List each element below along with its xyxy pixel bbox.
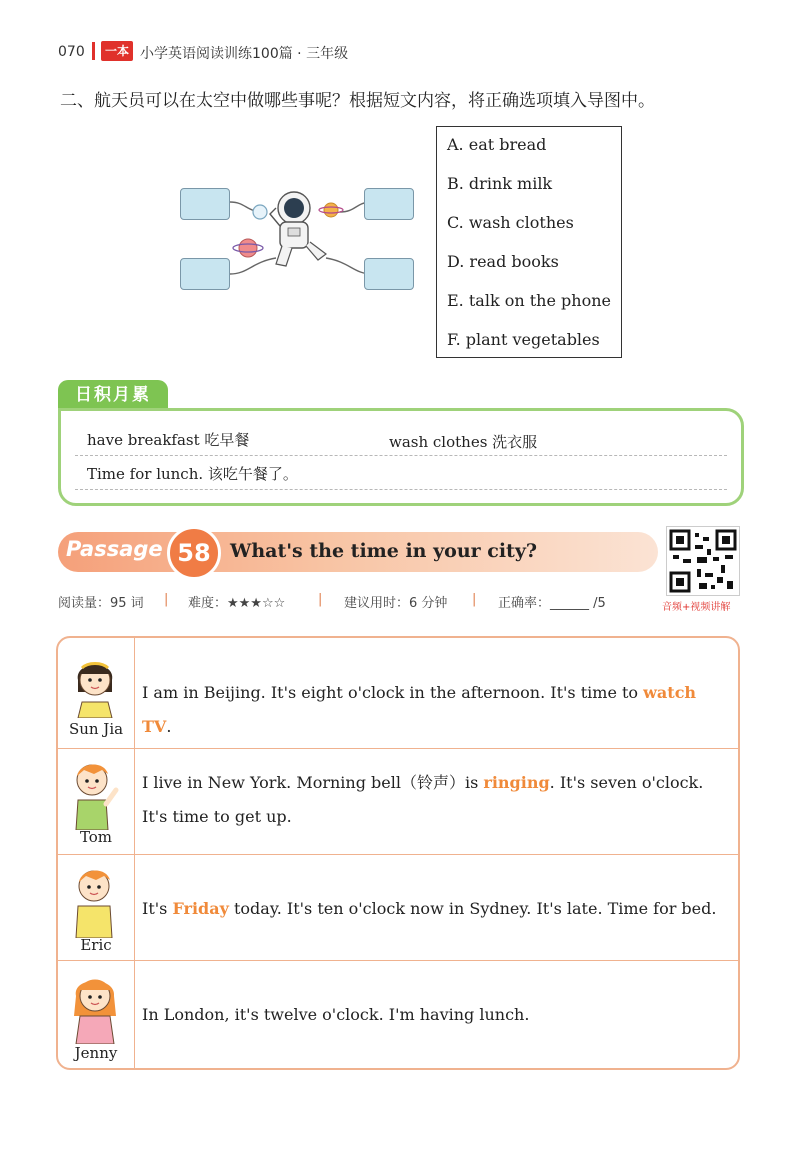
question-text: 二、航天员可以在太空中做哪些事呢？根据短文内容，将正确选项填入导图中。	[60, 91, 655, 111]
astronaut-icon	[270, 192, 326, 266]
accumulation-item: have breakfast 吃早餐	[87, 431, 250, 449]
highlight-word: watch TV	[142, 683, 697, 736]
meta-separator: |	[164, 592, 169, 607]
table-column-divider	[134, 638, 135, 1068]
meta-separator: |	[318, 592, 323, 607]
passage-title: What's the time in your city?	[230, 540, 537, 562]
option-b: B. drink milk	[447, 174, 553, 193]
boy-avatar-icon	[68, 756, 122, 830]
mind-map	[176, 170, 426, 290]
mind-map-blank-top-right[interactable]	[364, 188, 414, 220]
accumulation-divider	[75, 455, 727, 456]
option-e: E. talk on the phone	[447, 291, 611, 310]
qr-code-icon[interactable]	[666, 526, 740, 596]
boy-avatar-icon	[68, 860, 122, 938]
highlight-word: Friday	[172, 899, 229, 918]
passage-text: It's Friday today. It's ten o'clock now in Sydney. It's late. Time for bed.	[142, 899, 717, 918]
difficulty: 难度：★★★☆☆	[188, 596, 286, 611]
accumulation-divider	[75, 489, 727, 490]
accumulation-item: wash clothes 洗衣服	[389, 433, 538, 451]
mind-map-blank-bottom-right[interactable]	[364, 258, 414, 290]
option-d: D. read books	[447, 252, 559, 271]
suggested-time: 建议用时：6 分钟	[344, 596, 448, 611]
mind-map-blank-top-left[interactable]	[180, 188, 230, 220]
highlight-word: ringing	[483, 773, 550, 792]
option-c: C. wash clothes	[447, 213, 574, 232]
passage-text: I live in New York. Morning bell（铃声）is ringing. It's seven o'clock. It's time to get up.	[142, 773, 704, 826]
accumulation-item: Time for lunch. 该吃午餐了。	[87, 465, 298, 483]
accumulation-box	[58, 408, 744, 506]
person-name: Sun Jia	[68, 720, 124, 738]
girl-avatar-icon	[68, 966, 122, 1044]
person-name: Tom	[79, 828, 113, 846]
accuracy: 正确率：______ /5	[498, 596, 606, 611]
options-box	[436, 126, 622, 358]
girl-avatar-icon	[68, 646, 122, 718]
accumulation-title: 日积月累	[58, 380, 168, 410]
qr-label: 音频+视频讲解	[662, 602, 731, 613]
table-row-divider	[58, 748, 738, 749]
passage-text: I am in Beijing. It's eight o'clock in the afternoon. It's time to watch TV.	[142, 683, 697, 736]
word-count: 阅读量：95 词	[58, 596, 144, 611]
page-number: 070	[58, 44, 85, 60]
table-row-divider	[58, 960, 738, 961]
meta-separator: |	[472, 592, 477, 607]
series-title: 小学英语阅读训练100篇 · 三年级	[140, 46, 349, 62]
series-logo: 一本	[101, 41, 133, 61]
option-a: A. eat bread	[447, 135, 547, 154]
passage-number: 58	[167, 526, 221, 580]
person-name: Eric	[80, 936, 112, 954]
passage-text: In London, it's twelve o'clock. I'm having lunch.	[142, 1005, 530, 1024]
passage-table	[56, 636, 740, 1070]
person-name: Jenny	[74, 1044, 118, 1062]
table-row-divider	[58, 854, 738, 855]
passage-label: Passage	[66, 537, 163, 561]
header-divider	[92, 42, 95, 60]
mind-map-blank-bottom-left[interactable]	[180, 258, 230, 290]
option-f: F. plant vegetables	[447, 330, 600, 349]
